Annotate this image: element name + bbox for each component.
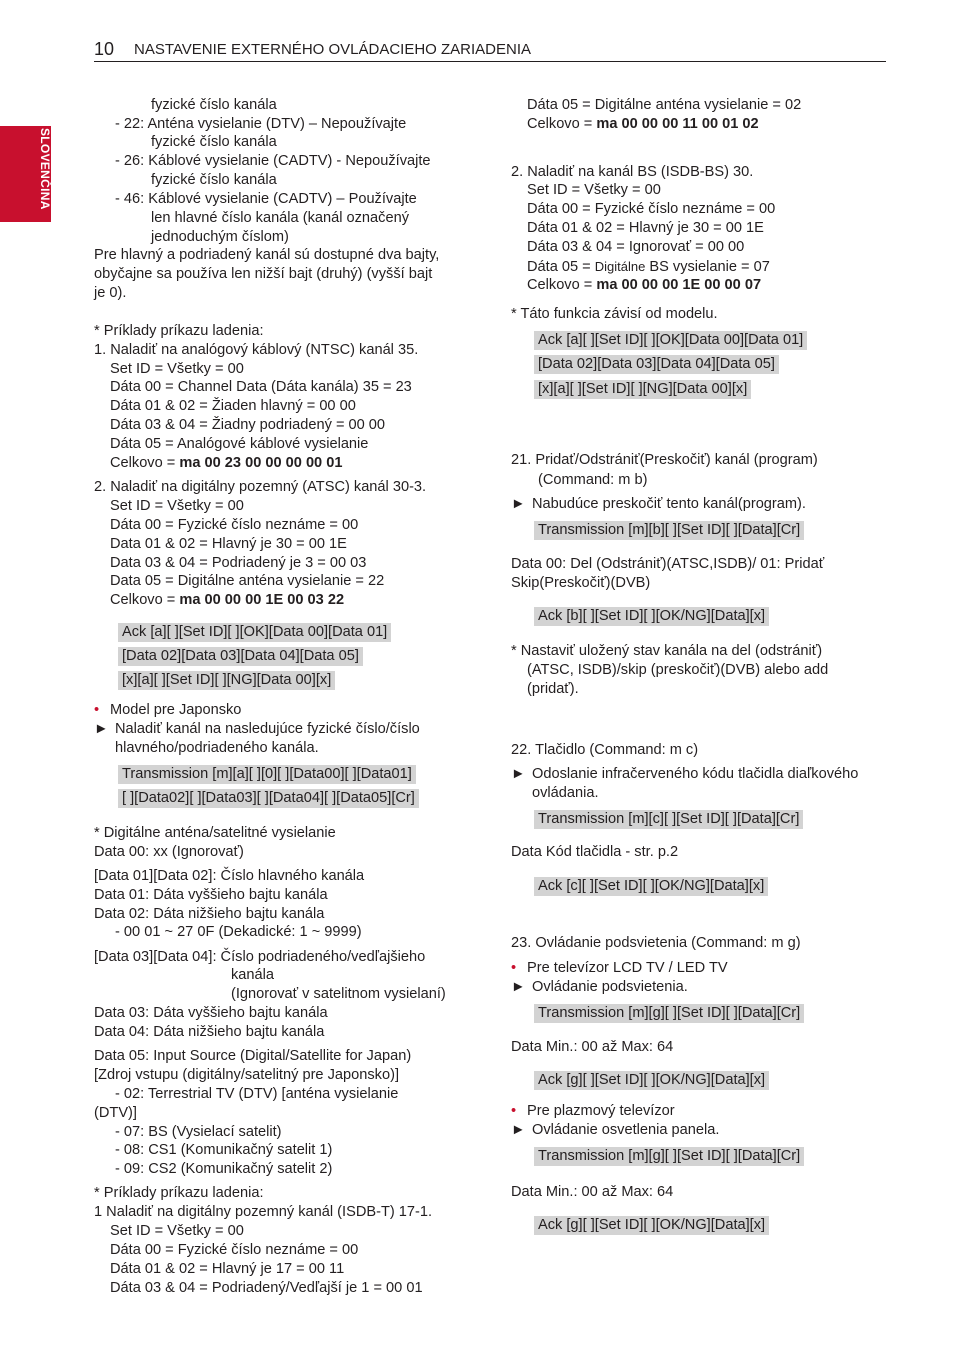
- total-line: Celkovo = ma 00 00 00 1E 00 03 22: [110, 592, 345, 608]
- text-line: Dáta 00 = Channel Data (Dáta kanála) 35 = 23: [110, 379, 412, 395]
- example-heading: 2. Naladiť na digitálny pozemný (ATSC) kanál 30-3.: [94, 479, 427, 495]
- language-side-tab: [0, 126, 51, 222]
- list-item: - 07: BS (Vysielací satelit): [115, 1124, 282, 1140]
- text-line: Ovládanie podsvietenia.: [532, 979, 688, 995]
- list-item: - 08: CS1 (Komunikačný satelit 1): [115, 1142, 333, 1158]
- note-line: * Digitálne anténa/satelitné vysielanie: [94, 825, 336, 841]
- section-heading: (Command: m b): [538, 472, 648, 488]
- text-line: (DTV)]: [94, 1105, 137, 1121]
- text-line: Data 05: Input Source (Digital/Satellite for Japan): [94, 1048, 412, 1064]
- note-heading: * Príklady príkazu ladenia:: [94, 323, 264, 339]
- text-line: Data 02: Dáta nižšieho bajtu kanála: [94, 906, 325, 922]
- text-line: Set ID = Všetky = 00: [110, 361, 244, 377]
- text-line: Data 00: Del (Odstrániť)(ATSC,ISDB)/ 01: Pridať: [511, 556, 825, 572]
- arrow-icon: ►: [511, 979, 526, 995]
- text-line: Data Min.: 00 až Max: 64: [511, 1039, 674, 1055]
- command-box: [x][a][ ][Set ID][ ][NG][Data 00][x]: [534, 380, 751, 399]
- text-line: Dáta 00 = Fyzické číslo neznáme = 00: [527, 201, 776, 217]
- bullet-icon: •: [511, 1103, 517, 1119]
- arrow-icon: ►: [511, 766, 526, 782]
- arrow-icon: ►: [511, 496, 526, 512]
- text-line: (Ignorovať v satelitnom vysielaní): [231, 986, 446, 1002]
- command-box: Ack [c][ ][Set ID][ ][OK/NG][Data][x]: [534, 877, 768, 896]
- command-box: Transmission [m][b][ ][Set ID][ ][Data][Cr]: [534, 521, 804, 540]
- text-line: Dáta 03 & 04 = Ignorovať = 00 00: [527, 239, 745, 255]
- text-line: Data 05 = Digitálne anténa vysielanie = 22: [110, 573, 385, 589]
- list-item: - 26: Káblové vysielanie (CADTV) - Nepoužívajte: [115, 153, 431, 169]
- text-line: Odoslanie infračerveného kódu tlačidla diaľkového: [532, 766, 859, 782]
- command-box: [Data 02][Data 03][Data 04][Data 05]: [534, 355, 779, 374]
- bullet-heading: Pre televízor LCD TV / LED TV: [527, 960, 728, 976]
- text-line: Dáta 03 & 04 = Žiadny podriadený = 00 00: [110, 417, 386, 433]
- paragraph-line: Pre hlavný a podriadený kanál sú dostupné dva bajty,: [94, 247, 440, 263]
- note-heading: * Príklady príkazu ladenia:: [94, 1185, 264, 1201]
- text-line: [Data 01][Data 02]: Číslo hlavného kanála: [94, 868, 365, 884]
- text-line: Set ID = Všetky = 00: [527, 182, 661, 198]
- text-line: Naladiť kanál na nasledujúce fyzické číslo/číslo: [115, 721, 420, 737]
- text-line: Dáta 05 = Digitálne anténa vysielanie = 02: [527, 97, 802, 113]
- total-value: ma 00 23 00 00 00 00 01: [179, 455, 343, 471]
- text-line: fyzické číslo kanála: [151, 172, 277, 188]
- text-line: kanála: [231, 967, 275, 983]
- command-box: [x][a][ ][Set ID][ ][NG][Data 00][x]: [118, 671, 335, 690]
- text-line: len hlavné číslo kanála (kanál označený: [151, 210, 409, 226]
- section-heading: 21. Pridať/Odstrániť(Preskočiť) kanál (program): [511, 452, 818, 468]
- text-line: Data Kód tlačidla - str. p.2: [511, 844, 679, 860]
- text-line: Dáta 00 = Fyzické číslo neznáme = 00: [110, 1242, 359, 1258]
- command-box: Transmission [m][g][ ][Set ID][ ][Data][Cr]: [534, 1004, 804, 1023]
- list-item: - 22: Anténa vysielanie (DTV) – Nepoužívajte: [115, 116, 407, 132]
- paragraph-line: obyčajne sa používa len nižší bajt (druhý) (vyšší bajt: [94, 266, 433, 282]
- page-number: 10: [94, 39, 115, 59]
- example-heading: 1 Naladiť na digitálny pozemný kanál (ISDB-T) 17-1.: [94, 1204, 433, 1220]
- list-item: - 00 01 ~ 27 0F (Dekadické: 1 ~ 9999): [115, 924, 362, 940]
- paragraph-line: je 0).: [94, 285, 127, 301]
- note-line: * Nastaviť uložený stav kanála na del (odstrániť): [511, 643, 823, 659]
- text-line: hlavného/podriadeného kanála.: [115, 740, 319, 756]
- command-box: Ack [a][ ][Set ID][ ][OK][Data 00][Data 01]: [118, 623, 391, 642]
- text-line: Nabudúce preskočiť tento kanál(program).: [532, 496, 806, 512]
- text-line: Data 03 & 04 = Podriadený je 3 = 00 03: [110, 555, 367, 571]
- text-line: jednoduchým číslom): [151, 229, 289, 245]
- command-box: Ack [a][ ][Set ID][ ][OK][Data 00][Data 01]: [534, 331, 807, 350]
- total-line: Celkovo = ma 00 00 00 1E 00 00 07: [527, 277, 762, 293]
- text-line: Dáta 05 = Digitálne BS vysielanie = 07: [527, 259, 770, 275]
- text-line: ovládania.: [532, 785, 599, 801]
- command-box: Transmission [m][a][ ][0][ ][Data00][ ][Data01]: [118, 765, 416, 784]
- text-line: [Zdroj vstupu (digitálny/satelitný pre Japonsko)]: [94, 1067, 399, 1083]
- text-line: Data 04: Dáta nižšieho bajtu kanála: [94, 1024, 325, 1040]
- list-item: - 09: CS2 (Komunikačný satelit 2): [115, 1161, 333, 1177]
- note-line: (ATSC, ISDB)/skip (preskočiť)(DVB) alebo add: [527, 662, 829, 678]
- total-value: ma 00 00 00 1E 00 00 07: [596, 277, 762, 293]
- text-line: Dáta 01 & 02 = Žiaden hlavný = 00 00: [110, 398, 356, 414]
- arrow-icon: ►: [511, 1122, 526, 1138]
- text-line: Data 01 & 02 = Hlavný je 30 = 00 1E: [110, 536, 347, 552]
- bullet-heading: Model pre Japonsko: [110, 702, 242, 718]
- example-heading: 1. Naladiť na analógový káblový (NTSC) kanál 35.: [94, 342, 419, 358]
- text-line: Dáta 01 & 02 = Hlavný je 17 = 00 11: [110, 1261, 345, 1277]
- total-value: ma 00 00 00 11 00 01 02: [596, 116, 759, 132]
- text-line: fyzické číslo kanála: [151, 134, 277, 150]
- command-box: Ack [b][ ][Set ID][ ][OK/NG][Data][x]: [534, 607, 769, 626]
- list-item: - 02: Terrestrial TV (DTV) [anténa vysielanie: [115, 1086, 399, 1102]
- bullet-icon: •: [511, 960, 517, 976]
- text-line: Dáta 01 & 02 = Hlavný je 30 = 00 1E: [527, 220, 764, 236]
- command-box: Transmission [m][g][ ][Set ID][ ][Data][Cr]: [534, 1147, 804, 1166]
- total-value: ma 00 00 00 1E 00 03 22: [179, 592, 345, 608]
- text-line: Data 00: xx (Ignorovať): [94, 844, 244, 860]
- header-rule: [94, 61, 886, 62]
- page-header-title: NASTAVENIE EXTERNÉHO OVLÁDACIEHO ZARIADENIA: [134, 41, 532, 58]
- note-line: * Táto funkcia závisí od modelu.: [511, 306, 718, 322]
- total-line: Celkovo = ma 00 23 00 00 00 00 01: [110, 455, 343, 471]
- text-line: Dáta 03 & 04 = Podriadený/Vedľajší je 1 = 00 01: [110, 1280, 423, 1296]
- text-line: Data 03: Dáta vyššieho bajtu kanála: [94, 1005, 328, 1021]
- text-line: Dáta 00 = Fyzické číslo neznáme = 00: [110, 517, 359, 533]
- section-heading: 22. Tlačidlo (Command: m c): [511, 742, 699, 758]
- section-heading: 23. Ovládanie podsvietenia (Command: m g): [511, 935, 801, 951]
- bullet-icon: •: [94, 702, 100, 718]
- text-line: fyzické číslo kanála: [151, 97, 277, 113]
- text-line: Ovládanie osvetlenia panela.: [532, 1122, 720, 1138]
- total-line: Celkovo = ma 00 00 00 11 00 01 02: [527, 116, 759, 132]
- command-box: Ack [g][ ][Set ID][ ][OK/NG][Data][x]: [534, 1216, 769, 1235]
- bullet-heading: Pre plazmový televízor: [527, 1103, 675, 1119]
- text-line: Set ID = Všetky = 00: [110, 1223, 244, 1239]
- text-line: Data Min.: 00 až Max: 64: [511, 1184, 674, 1200]
- text-line: Set ID = Všetky = 00: [110, 498, 244, 514]
- example-heading: 2. Naladiť na kanál BS (ISDB-BS) 30.: [511, 164, 754, 180]
- text-line: Dáta 05 = Analógové káblové vysielanie: [110, 436, 369, 452]
- command-box: Ack [g][ ][Set ID][ ][OK/NG][Data][x]: [534, 1071, 769, 1090]
- language-label: SLOVENČINA: [38, 128, 52, 210]
- note-line: (pridať).: [527, 681, 579, 697]
- text-line: Data 01: Dáta vyššieho bajtu kanála: [94, 887, 328, 903]
- command-box: Transmission [m][c][ ][Set ID][ ][Data][Cr]: [534, 810, 803, 829]
- arrow-icon: ►: [94, 721, 109, 737]
- command-box: [Data 02][Data 03][Data 04][Data 05]: [118, 647, 363, 666]
- list-item: - 46: Káblové vysielanie (CADTV) – Používajte: [115, 191, 417, 207]
- text-line: Skip(Preskočiť)(DVB): [511, 575, 651, 591]
- text-line: [Data 03][Data 04]: Číslo podriadeného/vedľajšieho: [94, 949, 426, 965]
- command-box: [ ][Data02][ ][Data03][ ][Data04][ ][Data05][Cr]: [118, 789, 419, 808]
